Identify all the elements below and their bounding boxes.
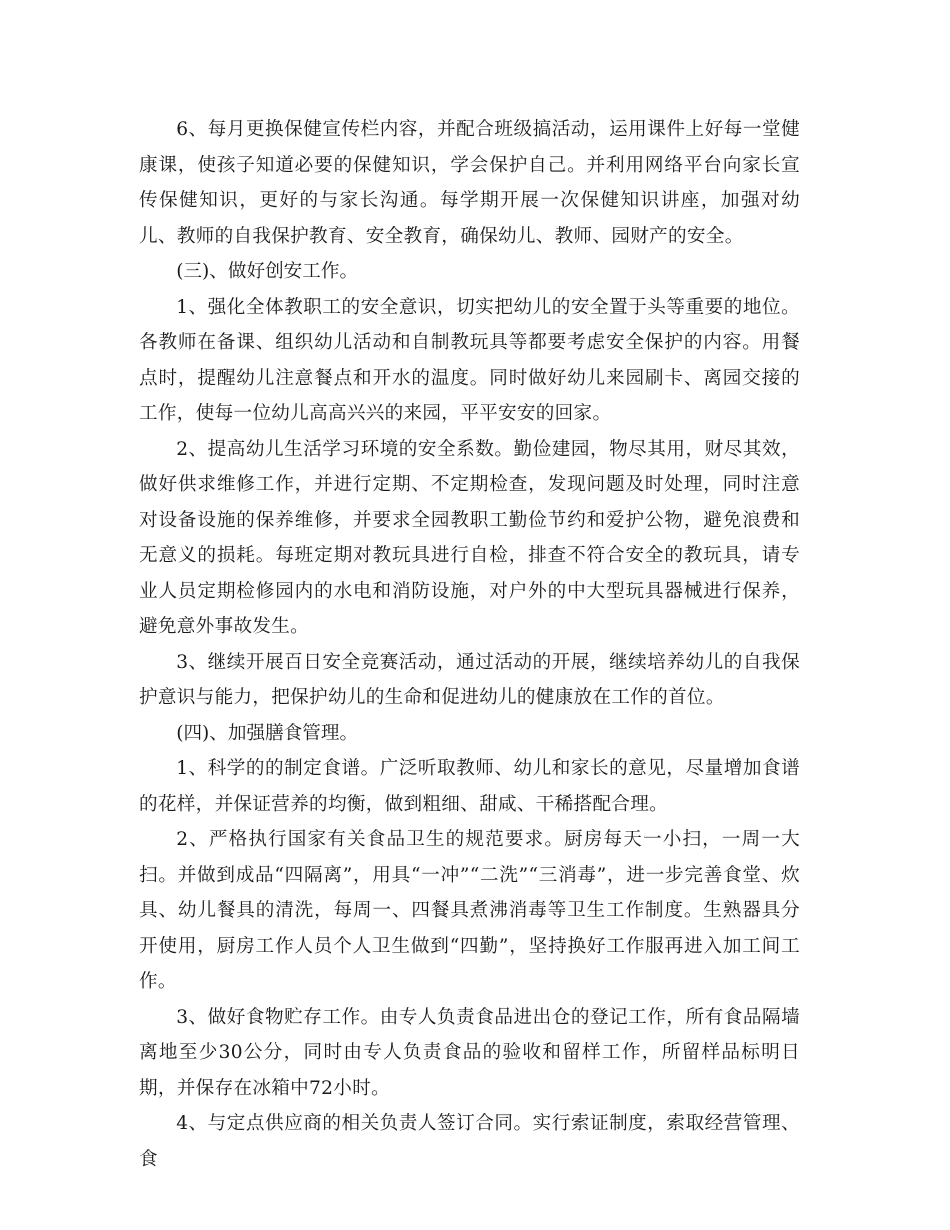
paragraph-safety-awareness: 1、强化全体教职工的安全意识，切实把幼儿的安全置于头等重要的地位。各教师在备课、组织幼儿活动和自制教玩具等都要考虑安全保护的内容。用餐点时，提醒幼儿注意餐点和开水的温度。同时做好幼儿来园刷卡、离园交接的工作，使每一位幼儿高高兴兴的来园，平平安安的回家。	[139, 296, 800, 424]
paragraph-food-storage: 3、做好食物贮存工作。由专人负责食品进出仓的登记工作，所有食品隔墙离地至少30公分，同时由专人负责食品的验收和留样工作，所留样品标明日期，并保存在冰箱中72小时。	[139, 1006, 800, 1099]
paragraph-supplier-contract: 4、与定点供应商的相关负责人签订合同。实行索证制度，索取经营管理、食	[139, 1113, 800, 1170]
paragraph-health-education: 6、每月更换保健宣传栏内容，并配合班级搞活动，运用课件上好每一堂健康课，使孩子知道必要的保健知识，学会保护自己。并利用网络平台向家长宣传保健知识，更好的与家长沟通。每学期开展一次保健知识讲座，加强对幼儿、教师的自我保护教育、安全教育，确保幼儿、教师、园财产的安全。	[139, 119, 800, 247]
section-heading-meals: (四)、加强膳食管理。	[176, 722, 359, 744]
paragraph-environment-safety: 2、提高幼儿生活学习环境的安全系数。勤俭建园，物尽其用，财尽其效，做好供求维修工作，并进行定期、不定期检查，发现问题及时处理，同时注意对设备设施的保养维修，并要求全园教职工勤俭节约和爱护公物，避免浪费和无意义的损耗。每班定期对教玩具进行自检，排查不符合安全的教玩具，请专业人员定期检修园内的水电和消防设施，对户外的中大型玩具器械进行保养，避免意外事故发生。	[139, 438, 800, 637]
section-heading-safety: (三)、做好创安工作。	[176, 261, 359, 282]
paragraph-food-hygiene: 2、严格执行国家有关食品卫生的规范要求。厨房每天一小扫，一周一大扫。并做到成品“四隔离”，用具“一冲”“二洗”“三消毒”，进一步完善食堂、炊具、幼儿餐具的清洗，每周一、四餐具煮沸消毒等卫生工作制度。生熟器具分开使用，厨房工作人员个人卫生做到“四勤”，坚持换好工作服再进入加工间工作。	[139, 829, 800, 992]
paragraph-safety-competition: 3、继续开展百日安全竞赛活动，通过活动的开展，继续培养幼儿的自我保护意识与能力，把保护幼儿的生命和促进幼儿的健康放在工作的首位。	[139, 651, 800, 708]
paragraph-recipes: 1、科学的的制定食谱。广泛听取教师、幼儿和家长的意见，尽量增加食谱的花样，并保证营养的均衡，做到粗细、甜咸、干稀搭配合理。	[139, 758, 800, 815]
